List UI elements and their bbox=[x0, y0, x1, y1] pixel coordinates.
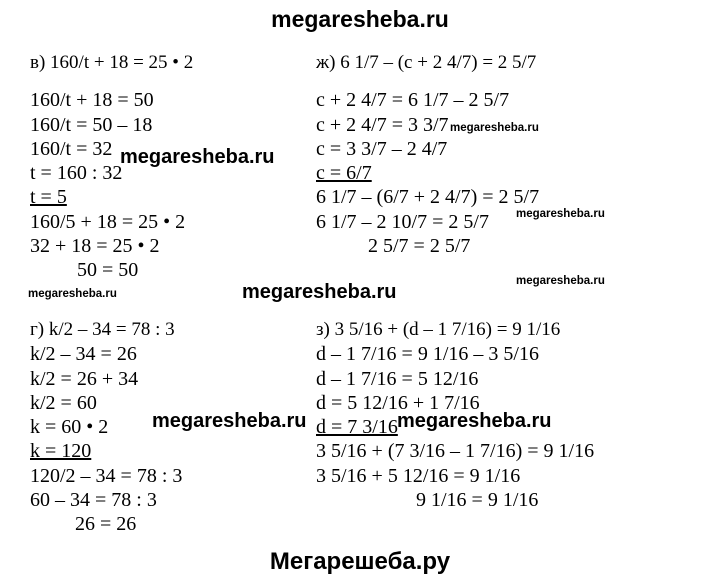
problem-v-answer: t = 5 bbox=[30, 186, 67, 209]
problem-v-step: 160/t + 18 = 50 bbox=[30, 89, 154, 112]
problem-g-check: 60 – 34 = 78 : 3 bbox=[30, 489, 157, 512]
problem-g-answer: k = 120 bbox=[30, 440, 92, 463]
watermark: megaresheba.ru bbox=[516, 208, 605, 220]
problem-z-answer: d = 7 3/16 bbox=[316, 416, 398, 439]
problem-g-check: 120/2 – 34 = 78 : 3 bbox=[30, 464, 183, 487]
watermark: megaresheba.ru bbox=[242, 281, 397, 303]
site-header: megaresheba.ru bbox=[271, 6, 449, 32]
watermark: megaresheba.ru bbox=[28, 288, 117, 300]
problem-g-title: г) k/2 – 34 = 78 : 3 bbox=[30, 319, 175, 340]
problem-zh-answer: c = 6/7 bbox=[316, 162, 372, 185]
problem-zh-check: 6 1/7 – 2 10/7 = 2 5/7 bbox=[316, 210, 489, 233]
problem-v-step: t = 160 : 32 bbox=[30, 162, 123, 185]
problem-z-check: 3 5/16 + (7 3/16 – 1 7/16) = 9 1/16 bbox=[316, 440, 595, 463]
problem-g-step: k/2 – 34 = 26 bbox=[30, 343, 137, 366]
problem-z-step: d – 1 7/16 = 5 12/16 bbox=[316, 367, 479, 390]
problem-zh-title: ж) 6 1/7 – (c + 2 4/7) = 2 5/7 bbox=[316, 52, 537, 73]
problem-z-check: 3 5/16 + 5 12/16 = 9 1/16 bbox=[316, 464, 521, 487]
watermark: megaresheba.ru bbox=[397, 410, 552, 432]
watermark: megaresheba.ru bbox=[516, 275, 605, 287]
problem-zh-step: c + 2 4/7 = 6 1/7 – 2 5/7 bbox=[316, 89, 510, 112]
problem-v-check: 160/5 + 18 = 25 • 2 bbox=[30, 210, 186, 233]
problem-g-step: k/2 = 26 + 34 bbox=[30, 367, 139, 390]
problem-g-step: k/2 = 60 bbox=[30, 391, 97, 414]
problem-z-step: d = 5 12/16 + 1 7/16 bbox=[316, 391, 480, 414]
problem-z-title: з) 3 5/16 + (d – 1 7/16) = 9 1/16 bbox=[316, 319, 561, 340]
problem-v-check: 32 + 18 = 25 • 2 bbox=[30, 235, 160, 258]
problem-g-step: k = 60 • 2 bbox=[30, 416, 109, 439]
watermark: megaresheba.ru bbox=[120, 146, 275, 168]
watermark: megaresheba.ru bbox=[450, 122, 539, 134]
problem-z-step: d – 1 7/16 = 9 1/16 – 3 5/16 bbox=[316, 343, 539, 366]
problem-zh-step: c = 3 3/7 – 2 4/7 bbox=[316, 137, 448, 160]
problem-v-step: 160/t = 50 – 18 bbox=[30, 113, 153, 136]
site-footer: Мегарешеба.ру bbox=[269, 548, 451, 575]
problem-zh bbox=[316, 51, 539, 258]
problem-v-check: 50 = 50 bbox=[77, 259, 139, 282]
problem-zh-check: 6 1/7 – (6/7 + 2 4/7) = 2 5/7 bbox=[316, 186, 540, 209]
watermark: megaresheba.ru bbox=[152, 410, 307, 432]
problem-z-check: 9 1/16 = 9 1/16 bbox=[416, 489, 539, 512]
problem-v-title: в) 160/t + 18 = 25 • 2 bbox=[30, 52, 194, 73]
problem-zh-step: c + 2 4/7 = 3 3/7 bbox=[316, 113, 449, 136]
problem-zh-check: 2 5/7 = 2 5/7 bbox=[368, 235, 471, 258]
problem-g-check: 26 = 26 bbox=[75, 513, 137, 536]
problem-v-step: 160/t = 32 bbox=[30, 137, 113, 160]
